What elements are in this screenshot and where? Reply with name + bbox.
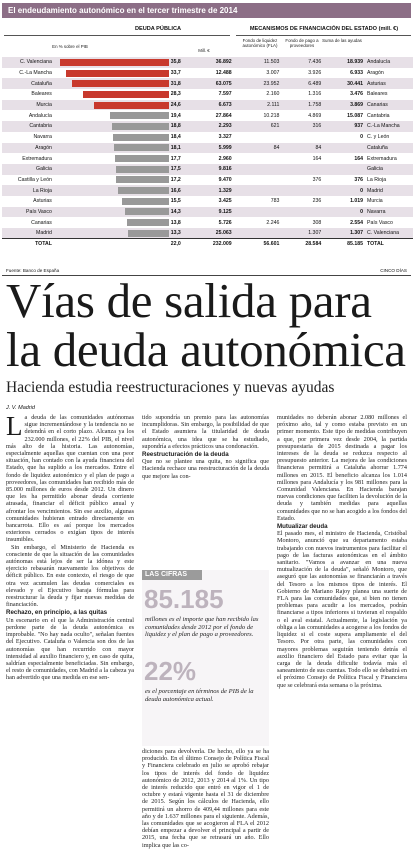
source-note: Fuente: Banco de España	[6, 268, 60, 273]
pago-cell: 6.489	[279, 78, 321, 89]
debt-bar	[83, 91, 169, 98]
drop-cap: L	[6, 411, 23, 441]
paragraph: munidades no deberán abonar 2.080 millones el próximo año, tal y como estaba previsto en un primer momento. Este tipo de medidas contribuyen a que, por primera vez desde 2004, la partida presupuestaria de 2015 destinada a pagar los intereses de la deuda se reduzca respecto al presupuesto anterior. La mejora de las condiciones financieras permitirá a Cataluña ahorrar 1.774 millones en 2015. El beneficio alcanza los 1.014 millones para Andalucía y los 981 millones para la Comunidad Valenciana. En Hacienda barajan nuevas condiciones que faciliten la devolución de la deuda y también medidas para aquellas comunidades que no se han acogido a los fondos del Estado.	[277, 414, 407, 522]
mill-cell: 9.470	[218, 176, 232, 183]
col-header-mill: Mill. €	[198, 48, 210, 53]
region-cell-right: C. Valenciana	[363, 228, 413, 239]
debt-bar	[122, 198, 169, 205]
mill-cell: 3.425	[218, 198, 232, 205]
region-cell: Navarra	[33, 134, 52, 141]
suma-cell: 2.554	[350, 219, 364, 226]
fla-cell	[238, 228, 280, 239]
mill-cell: 5.726	[218, 219, 232, 226]
region-cell: Extremadura	[22, 155, 52, 162]
pct-cell: 16,6	[169, 185, 181, 196]
debt-bar	[113, 134, 169, 141]
pct-cell: 19,4	[170, 112, 181, 119]
table-row	[2, 68, 413, 79]
debt-bar	[128, 230, 169, 237]
pct-cell: 18,1	[169, 143, 181, 154]
pago-cell: 1.758	[279, 100, 321, 111]
pct-cell: 17,5	[169, 164, 181, 175]
pct-cell: 35,8	[169, 57, 181, 68]
pct-cell: 17,7	[170, 155, 181, 162]
region-cell-right: Cantabria	[367, 112, 390, 119]
fla-cell: 2.160	[266, 91, 280, 98]
pago-cell: 308	[312, 219, 322, 226]
mill-cell: 1.329	[181, 185, 232, 196]
fla-cell: 621	[238, 121, 280, 132]
bar-cell	[54, 143, 169, 154]
pago-cell	[279, 164, 321, 175]
paragraph-text: a deuda de las comunidades autónomas sigue incrementándose y la tendencia no se detendrá en el corto plazo. Alcanza ya los 232.000 millones, el 22% del PIB, el nivel más alto de la historia. Las autonomías, especialmente aquellas que cuentan con una peor situación, han contado con la ayuda financiera del Estado, que ha suplido a los mercados. Entre el fondo de liquidez autonómico y el plan de pago a proveedores, las comunidades han recibido más de 85.000 millones de euros desde 2012. Un dinero que les ha permitido abonar deuda corriente atrasada, financiar el déficit público anual y afrontar los vencimientos. Sin ese auxilio, algunas comunidades hubieran entrado directamente en bancarrota. Ello es así porque los mercados exteriores cerrados o exigían tipos de interés insumibles.	[6, 414, 134, 544]
paragraph: Que no se plantee una quita, no significa que Hacienda rechace una reestructuración de la deuda que mejore las con-	[142, 458, 269, 480]
fla-cell	[238, 164, 280, 175]
pago-cell: 164	[312, 155, 322, 162]
paragraph: diciones para devolverla. De hecho, ello ya se ha producido. En el último Consejo de Política Fiscal y Financiera celebrado en julio se aprobó rebajar los tipos de interés del fondo de liquidez autonómico de 2012, 2013 y 2014 al 1%. Un tipo de interés reducido que entró en vigor el 1 de octubre y estará vigente hasta el 31 de diciembre de 2015. Según los cálculos de Hacienda, ello permitirá un ahorro de 409,44 millones para este año y de 1.637 millones para el siguiente. Además, las comunidades que se acogieron al FLA el 2012 debían empezar a devolver el principal a partir de 2015, una fecha que se retrasará un año. Ello implica que las co-	[142, 748, 269, 849]
region-cell: Asturias	[33, 198, 52, 205]
pago-cell	[279, 185, 321, 196]
mill-cell: 9.125	[181, 207, 232, 218]
suma-cell	[321, 143, 363, 154]
pago-cell: 376	[312, 176, 322, 183]
region-cell-right: Andalucía	[363, 57, 413, 68]
region-cell: Canarias	[31, 219, 52, 226]
fla-cell	[238, 175, 280, 186]
article-subheading: Reestructuración de la deuda	[142, 451, 229, 459]
pct-cell: 28,3	[170, 91, 181, 98]
pago-cell: 3.926	[308, 70, 322, 77]
pago-cell: 1.316	[308, 91, 322, 98]
region-cell-right: TOTAL	[363, 239, 413, 250]
region-cell: Galicia	[2, 164, 54, 175]
headline-line-2: la deuda autonómica	[6, 322, 406, 377]
pct-cell: 18,4	[170, 134, 181, 141]
region-cell: Castilla y León	[17, 176, 52, 183]
table-row	[2, 207, 413, 218]
col-header-suma: Suma de las ayudas	[322, 38, 362, 43]
region-cell-right: Madrid	[363, 185, 413, 196]
bar-cell	[54, 228, 169, 239]
suma-cell: 376	[354, 176, 364, 183]
region-cell: Aragón	[2, 143, 54, 154]
graphic-title: El endeudamiento autonómico en el tercer trimestre de 2014	[2, 3, 411, 18]
headline	[6, 273, 411, 377]
region-cell: Baleares	[31, 91, 52, 98]
region-cell: C. Valenciana	[2, 57, 54, 68]
mill-cell: 5.999	[181, 143, 232, 154]
article-column-1	[6, 411, 134, 682]
table-row	[2, 228, 413, 239]
table-row	[2, 100, 413, 111]
mill-cell: 25.063	[181, 228, 232, 239]
mill-cell: 63.075	[181, 78, 232, 89]
debt-bar	[127, 219, 169, 226]
pct-cell: 18,8	[169, 121, 181, 132]
suma-cell: 1.019	[350, 198, 364, 205]
region-cell: Andalucía	[28, 112, 52, 119]
paragraph: El pasado mes, el ministro de Hacienda, Cristóbal Montoro, anunció que su departamento estaba trabajando con nuevos instrumentos para facilitar el pago de las facturas autonómicas en el ámbito sanitario. "Vamos a avanzar en una nueva mutualización de la deuda", señaló Montoro, que aseguró que las autonomías se financiarán a través del Tesoro a los mismos tipos de interés. El Gobierno de Mariano Rajoy planea una suerte de FLA para las comunidades que, si bien no tienen problemas para acudir a los mercados, podrán financiarse a tipos inferiores si tuvieran el respaldo o el aval estatal. Actualmente, la legislación ya obliga a las comunidades a acogerse a los fondos de liquidez si el coste supera ampliamente el del Tesoro. Por otra parte, las comunidades con mayores problemas seguirán teniendo detrás el auxilio financiero del Estado para evitar que la carga de la deuda dificulte todavía más el saneamiento de sus cuentas. Todo ello se debatirá en el próximo Consejo de Política Fiscal y Financiera que se celebrará esta semana o la próxima.	[277, 530, 407, 689]
article-subheading: Mutualizar deuda	[277, 523, 328, 531]
pago-cell: 1.307	[279, 228, 321, 239]
suma-cell: 85.185	[321, 239, 363, 250]
table-row	[2, 185, 413, 196]
mill-cell: 2.960	[218, 155, 232, 162]
fla-cell	[238, 132, 280, 143]
paragraph: tido supondría un premio para las autonomías incumplidoras. Sin embargo, la posibilidad de que el Estado asumiera la titularidad de deuda autonómica, una idea que se ha estudiado, supondría a efectos prácticos una condonación.	[142, 414, 269, 450]
mill-cell: 27.864	[215, 112, 232, 119]
suma-cell: 15.087	[347, 112, 364, 119]
paragraph	[6, 411, 134, 544]
table-row	[2, 153, 413, 164]
debt-bar	[118, 187, 169, 194]
section-rule-right	[236, 35, 411, 36]
bar-cell	[54, 57, 169, 68]
pct-cell: 13,8	[170, 219, 181, 226]
fla-cell	[238, 207, 280, 218]
byline: J. V. Madrid	[6, 405, 35, 411]
region-cell-right: C. y León	[367, 134, 390, 141]
bar-cell	[54, 185, 169, 196]
article-column-2-cont	[142, 748, 269, 849]
mill-cell: 9.816	[181, 164, 232, 175]
suma-cell: 937	[321, 121, 363, 132]
suma-cell: 30.441	[321, 78, 363, 89]
bar-cell	[54, 132, 169, 143]
bar-cell	[54, 121, 169, 132]
pct-cell: 33,7	[170, 70, 181, 77]
debt-bar	[115, 155, 169, 162]
table-row	[2, 175, 413, 186]
debt-bar	[125, 208, 169, 215]
bar-cell	[54, 164, 169, 175]
mill-cell: 2.293	[181, 121, 232, 132]
bar-cell	[54, 239, 169, 250]
suma-cell: 3.869	[321, 100, 363, 111]
pago-cell: 236	[312, 198, 322, 205]
figure-number-1: 85.185	[144, 584, 224, 614]
pago-cell	[279, 132, 321, 143]
pago-cell: 4.869	[308, 112, 322, 119]
region-cell-right: País Vasco	[367, 219, 393, 226]
region-cell-right: Baleares	[367, 91, 388, 98]
section-header-debt: DEUDA PÚBLICA	[134, 26, 182, 32]
bar-cell	[54, 153, 169, 164]
suma-cell: 164	[354, 155, 364, 162]
table-row	[2, 78, 413, 89]
article-subheading: Rechazo, en principio, a las quitas	[6, 609, 108, 617]
pago-cell: 28.584	[279, 239, 321, 250]
fla-cell: 56.601	[238, 239, 280, 250]
region-cell-right: Cataluña	[363, 143, 413, 154]
bar-cell	[54, 89, 169, 100]
region-cell-right: C.-La Mancha	[363, 121, 413, 132]
bar-cell	[54, 100, 169, 111]
suma-cell: 3.476	[350, 91, 364, 98]
table-row	[2, 121, 413, 132]
fla-cell	[238, 185, 280, 196]
fla-cell	[238, 153, 280, 164]
subheadline: Hacienda estudia reestructuraciones y nuevas ayudas	[6, 379, 335, 396]
pct-cell: 24,6	[169, 100, 181, 111]
region-cell: País Vasco	[2, 207, 54, 218]
region-cell-right: Navarra	[363, 207, 413, 218]
figures-tag: LAS CIFRAS	[142, 570, 202, 580]
bar-cell	[54, 68, 169, 79]
table-row	[2, 217, 413, 228]
debt-bar	[116, 166, 169, 173]
credit-note: CINCO DÍAS	[380, 268, 407, 273]
figure-text-2: es el porcentaje en términos de PIB de la deuda autonómica actual.	[145, 688, 254, 703]
pago-cell	[279, 207, 321, 218]
table-row	[2, 239, 413, 250]
pago-cell: 84	[279, 143, 321, 154]
bar-cell	[54, 217, 169, 228]
region-cell-right: Asturias	[363, 78, 413, 89]
pago-cell: 316	[279, 121, 321, 132]
suma-cell: 0	[321, 185, 363, 196]
suma-cell: 1.307	[321, 228, 363, 239]
debt-bar	[94, 102, 169, 109]
region-cell: Cataluña	[2, 78, 54, 89]
fla-cell: 2.246	[266, 219, 280, 226]
region-cell-right: Extremadura	[367, 155, 397, 162]
col-header-fla: Fondo de liquidez autonómico (FLA)	[242, 38, 278, 48]
mill-cell: 12.488	[215, 70, 232, 77]
region-cell: TOTAL	[2, 239, 54, 250]
region-cell: Madrid	[2, 228, 54, 239]
table-row	[2, 57, 413, 68]
fla-cell: 2.111	[238, 100, 280, 111]
debt-bar	[116, 176, 169, 183]
paragraph: Sin embargo, el Ministerio de Hacienda es consciente de que la situación de las comunidades autónomas está lejos de ser la idónea y este ejercicio rebasarán nuevamente los objetivos de déficit público. En este contexto, el riesgo de que otra vez acumulen las deudas comerciales es elevado y el Ejecutivo baraja fórmulas para reestructurar la deuda y fijar nuevas medidas de financiación.	[6, 543, 134, 609]
debt-table	[2, 57, 413, 249]
pago-cell: 7.436	[279, 57, 321, 68]
suma-cell	[321, 164, 363, 175]
bar-cell	[54, 175, 169, 186]
table-row	[2, 143, 413, 154]
bar-cell	[54, 78, 169, 89]
mill-cell: 3.327	[218, 134, 232, 141]
pct-cell: 22,0	[169, 239, 181, 250]
section-header-mechanisms: MECANISMOS DE FINANCIACIÓN DEL ESTADO (mill. €)	[249, 26, 399, 32]
region-cell-right: Galicia	[363, 164, 413, 175]
region-cell-right: Murcia	[367, 198, 383, 205]
pct-cell: 17,2	[170, 176, 181, 183]
mill-cell: 6.673	[181, 100, 232, 111]
fla-cell: 11.503	[238, 57, 280, 68]
figure-number-2: 22%	[144, 656, 197, 686]
suma-cell: 18.939	[321, 57, 363, 68]
fla-cell: 23.952	[238, 78, 280, 89]
region-cell: Murcia	[2, 100, 54, 111]
region-cell: La Rioja	[2, 185, 54, 196]
region-cell: C.-La Mancha	[19, 70, 52, 77]
table-row	[2, 196, 413, 207]
fla-cell: 3.007	[266, 70, 280, 77]
bar-cell	[54, 110, 169, 121]
debt-bar	[66, 70, 169, 77]
region-cell: Cantabria	[2, 121, 54, 132]
col-header-pct: En % sobre el PIB	[52, 44, 88, 49]
figures-box	[142, 570, 269, 746]
debt-bar	[110, 112, 169, 119]
mill-cell: 36.892	[181, 57, 232, 68]
debt-bar	[114, 144, 169, 151]
article-column-2	[142, 414, 269, 480]
headline-line-1: Vías de salida para	[6, 273, 372, 328]
pct-cell: 13,3	[169, 228, 181, 239]
region-cell-right: La Rioja	[367, 176, 387, 183]
bar-cell	[54, 196, 169, 207]
pct-cell: 14,3	[169, 207, 181, 218]
bar-cell	[54, 207, 169, 218]
table-row	[2, 89, 413, 100]
region-cell-right: Canarias	[363, 100, 413, 111]
paragraph: Un escenario en el que la Administración central perdone parte de la deuda autonómica es improbable. "No hay nada oculto", señalan fuentes del Ejecutivo. Cataluña o Valencia son dos de las autonomías que han recurrido con mayor intensidad al auxilio financiero y, en caso de quita, saldrían especialmente beneficiadas. Sin embargo, el resto de comunidades, con Madrid a la cabeza ya han advertido que una medida en ese sen-	[6, 616, 134, 682]
fla-cell: 783	[270, 198, 280, 205]
mill-cell: 7.597	[218, 91, 232, 98]
debt-bar	[60, 59, 169, 66]
pct-cell: 31,8	[169, 78, 181, 89]
figure-text-1: millones es el importe que han recibido las comunidades desde 2012 por el fondo de liquidez y el plan de pago a proveedores.	[145, 616, 259, 639]
debt-bar	[112, 123, 169, 130]
col-header-pago: Fondo de pago a proveedores	[285, 38, 319, 48]
region-cell-right: Aragón	[367, 70, 384, 77]
fla-cell: 84	[238, 143, 280, 154]
suma-cell: 6.933	[350, 70, 364, 77]
table-row	[2, 110, 413, 121]
article-column-3	[277, 414, 407, 826]
suma-cell: 0	[360, 134, 364, 141]
section-rule-left	[4, 35, 230, 36]
table-row	[2, 132, 413, 143]
fla-cell: 10.218	[263, 112, 280, 119]
suma-cell: 0	[321, 207, 363, 218]
table-row	[2, 164, 413, 175]
mill-cell: 232.009	[181, 239, 232, 250]
debt-bar	[72, 80, 169, 87]
pct-cell: 15,5	[170, 198, 181, 205]
